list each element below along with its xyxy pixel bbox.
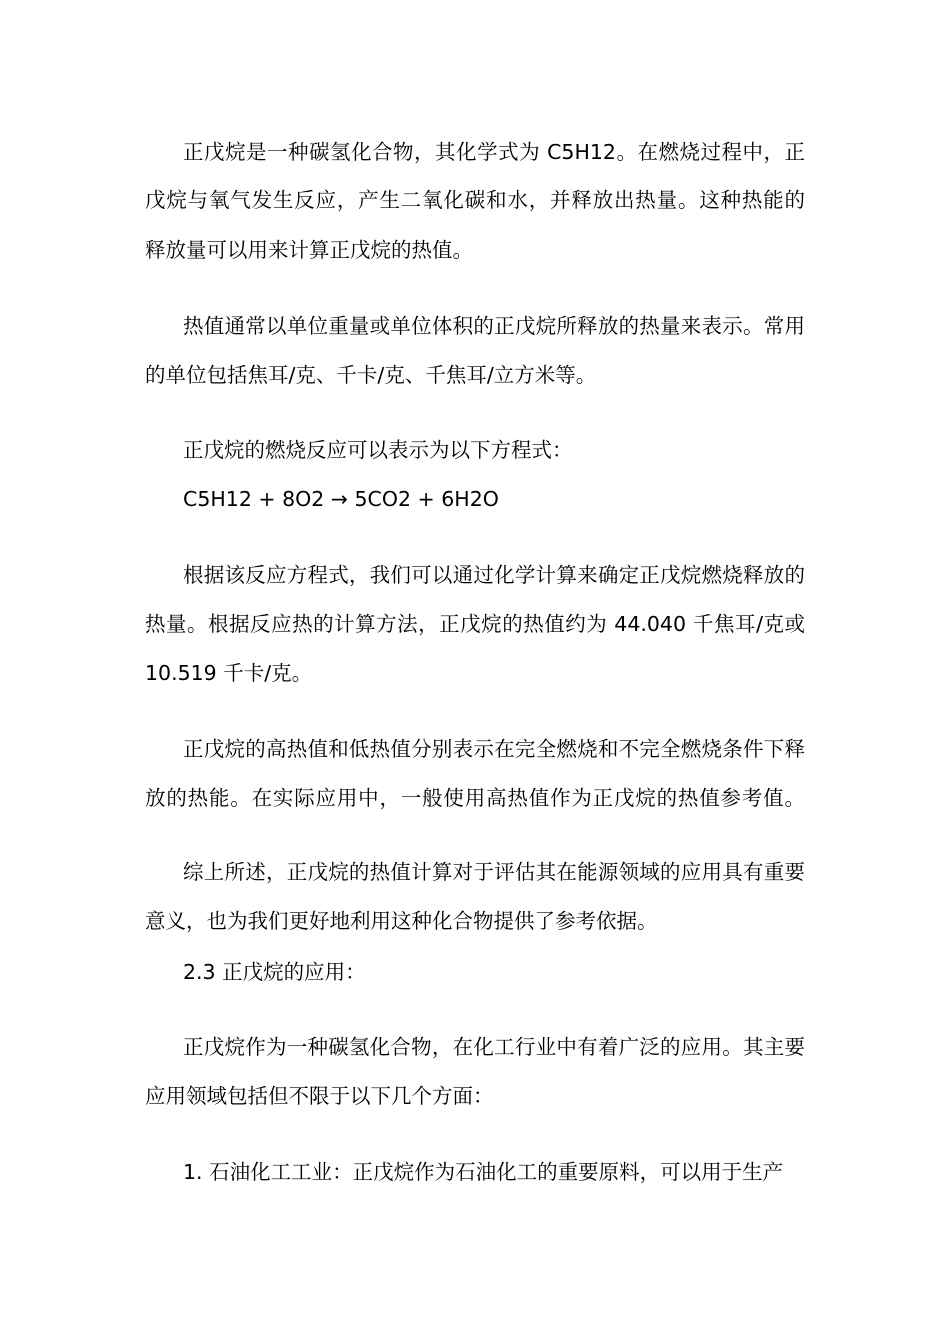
paragraph-6-line-1: 综上所述，正戊烷的热值计算对于评估其在能源领域的应用具有重要 [183, 860, 805, 884]
paragraph-4-line-2: 热量。根据反应热的计算方法，正戊烷的热值约为 44.040 千焦耳/克或 [145, 612, 805, 636]
paragraph-1-line-2: 戊烷与氧气发生反应，产生二氧化碳和水，并释放出热量。这种热能的 [145, 188, 805, 212]
paragraph-3-line-1: 正戊烷的燃烧反应可以表示为以下方程式： [183, 438, 573, 462]
paragraph-2-line-1: 热值通常以单位重量或单位体积的正戊烷所释放的热量来表示。常用 [183, 314, 805, 338]
equation-line: C5H12 + 8O2 → 5CO2 + 6H2O [183, 487, 499, 511]
paragraph-5-line-2: 放的热能。在实际应用中，一般使用高热值作为正戊烷的热值参考值。 [145, 786, 805, 810]
paragraph-1-line-3: 释放量可以用来计算正戊烷的热值。 [145, 238, 473, 262]
paragraph-2-line-2: 的单位包括焦耳/克、千卡/克、千焦耳/立方米等。 [145, 363, 597, 387]
paragraph-4-line-3: 10.519 千卡/克。 [145, 661, 313, 685]
section-heading: 2.3 正戊烷的应用： [183, 960, 366, 984]
paragraph-7-line-2: 应用领域包括但不限于以下几个方面： [145, 1084, 494, 1108]
paragraph-6-line-2: 意义，也为我们更好地利用这种化合物提供了参考依据。 [145, 909, 658, 933]
paragraph-7-line-1: 正戊烷作为一种碳氢化合物，在化工行业中有着广泛的应用。其主要 [183, 1035, 805, 1059]
paragraph-1-line-1: 正戊烷是一种碳氢化合物，其化学式为 C5H12。在燃烧过程中，正 [183, 140, 805, 164]
paragraph-5-line-1: 正戊烷的高热值和低热值分别表示在完全燃烧和不完全燃烧条件下释 [183, 737, 805, 761]
paragraph-4-line-1: 根据该反应方程式，我们可以通过化学计算来确定正戊烷燃烧释放的 [183, 563, 805, 587]
list-item-1: 1. 石油化工工业：正戊烷作为石油化工的重要原料，可以用于生产 [183, 1160, 784, 1184]
